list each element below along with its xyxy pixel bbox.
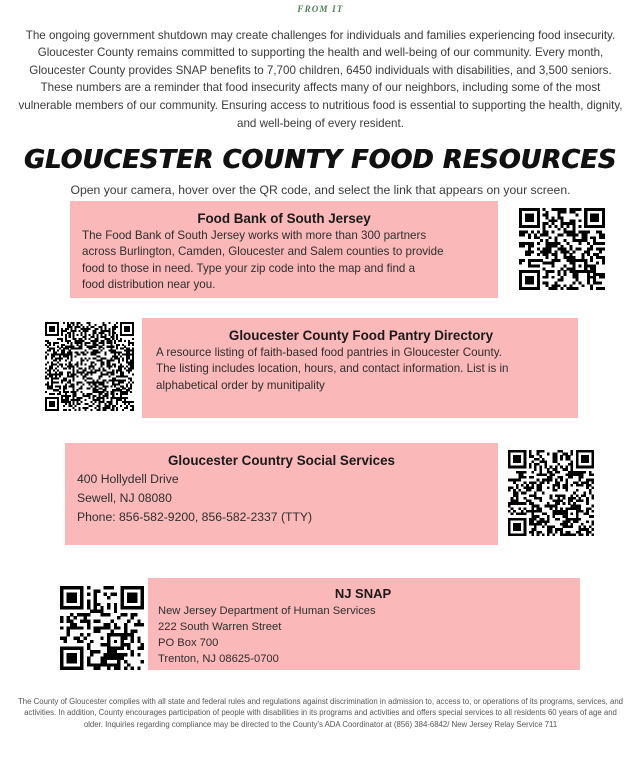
card-body <box>77 470 486 527</box>
card-panel <box>70 201 498 298</box>
card-title: Food Bank of South Jersey <box>197 211 371 226</box>
seal-text: FROM IT <box>297 3 344 13</box>
card-body-line: New Jersey Department of Human Services <box>158 605 376 617</box>
qr-code-gloucester-country-social-services[interactable] <box>508 450 594 536</box>
disclaimer-footer: The County of Gloucester complies with all state and federal rules and regulations against discrimination in admission to, access to, or operations of its programs, services, and activities. In addition, County encourages participation of people with disabilities in its programs and activities and offers special services to all residents 60 years of age and older. Inquiries regarding compliance may be directed to the County's ADA Coordinator at (856) 384-6842/ New Jersey Relay Service 711 <box>18 696 623 729</box>
instructions-text: Open your camera, hover over the QR code, and select the link that appears on your screen. <box>70 183 571 198</box>
card-body-line: across Burlington, Camden, Gloucester and Salem counties to provide <box>82 245 444 259</box>
card-title: Gloucester County Food Pantry Directory <box>228 328 494 343</box>
card-panel <box>142 318 578 418</box>
card-body-line: 222 South Warren Street <box>158 621 282 633</box>
card-body-line: Sewell, NJ 08080 <box>77 491 172 505</box>
card-body-line: 400 Hollydell Drive <box>77 472 179 486</box>
card-title: NJ SNAP <box>334 586 392 601</box>
card-panel <box>65 443 498 545</box>
card-body-line: alphabetical order by munitipality <box>156 378 325 392</box>
qr-code-food-bank-of-south-jersey[interactable] <box>519 208 605 290</box>
card-body-line: PO Box 700 <box>158 637 219 649</box>
card-body <box>82 228 486 294</box>
page-title: GLOUCESTER COUNTY FOOD RESOURCES <box>24 145 617 176</box>
qr-code-nj-snap[interactable] <box>60 586 144 670</box>
card-body-line: Trenton, NJ 08625-0700 <box>158 653 279 665</box>
card-body-line: The listing includes location, hours, and contact information. List is in <box>156 362 509 376</box>
qr-code-gloucester-county-food-pantry-directory[interactable] <box>45 322 134 411</box>
county-seal-partial <box>0 0 641 13</box>
card-body <box>158 603 568 667</box>
card-body-line: A resource listing of faith-based food pantries in Gloucester County. <box>156 346 502 359</box>
card-body-line: food distribution near you. <box>82 278 216 292</box>
card-body-line: food to those in need. Type your zip code into the map and find a <box>82 261 416 275</box>
card-body-line: Phone: 856-582-9200, 856-582-2337 (TTY) <box>77 510 313 524</box>
card-body <box>156 345 566 394</box>
card-body-line: The Food Bank of South Jersey works with more than 300 partners <box>82 229 427 242</box>
card-panel <box>148 578 580 670</box>
intro-paragraph: The ongoing government shutdown may create challenges for individuals and families experiencing food insecurity. Gloucester County remains committed to supporting the health and well-being of our community. Every month, Gloucester County provides SNAP benefits to 7,700 children, 6450 individuals with disabilities, and 3,500 seniors. These numbers are a reminder that food insecurity affects many of our neighbors, including some of the most vulnerable members of our community. Ensuring access to nutritious food is essential to supporting the health, dignity, and well-being of every resident. <box>18 28 623 130</box>
card-title: Gloucester Country Social Services <box>168 453 395 468</box>
